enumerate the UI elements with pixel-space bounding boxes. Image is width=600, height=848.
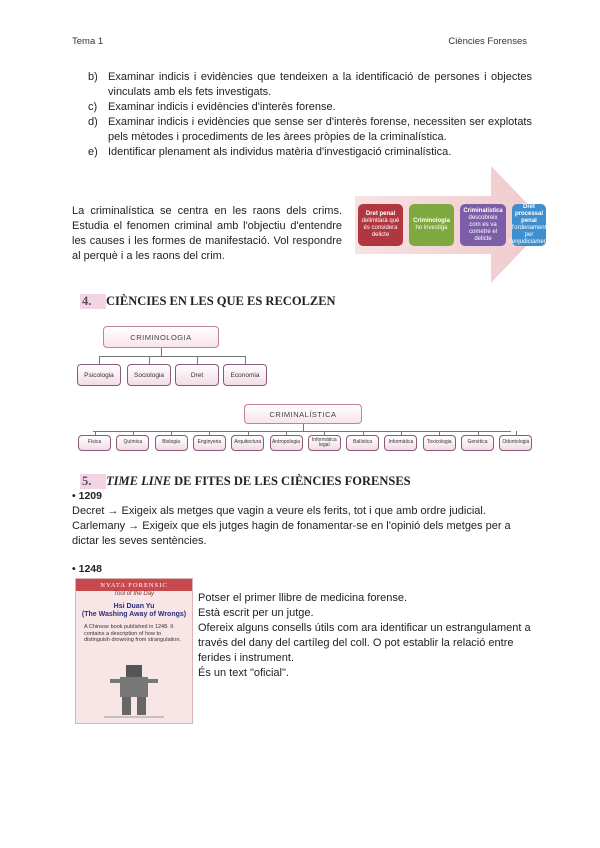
list-item [88, 115, 532, 145]
list-item [88, 145, 532, 160]
list-letter: c) [88, 101, 98, 113]
bullet: • [72, 563, 76, 575]
process-step-dret-processal [509, 204, 549, 246]
timeline-line: Està escrit per un jutge. [198, 607, 314, 619]
step-title: Dret processal penal [514, 204, 544, 224]
chart-child: Física [78, 435, 111, 451]
timeline-year [72, 490, 102, 502]
section-5-heading [80, 472, 411, 490]
list-text: Examinar indicis i evidències que sense ser d'interès forense, necessiten ser explotats pels mètodes i procediments de les àrees pròpies de la criminalística. [108, 116, 532, 143]
poster-subtitle: Tool of the Day [113, 591, 155, 597]
header-left: Tema 1 [72, 36, 104, 47]
section-number: 4. [80, 294, 106, 309]
chart-child: Química [116, 435, 149, 451]
timeline-line: Potser el primer llibre de medicina forense. [198, 592, 408, 604]
chart-root: CRIMINALÍSTICA [244, 404, 362, 424]
section-title-rest: DE FITES DE LES CIÈNCIES FORENSES [170, 474, 411, 488]
step-title: Dret penal [365, 211, 396, 217]
chart-child: Antropologia [270, 435, 303, 451]
connector [161, 348, 162, 356]
section-4-heading [80, 292, 336, 310]
chart-child: Toxicologia [423, 435, 456, 451]
poster-description: A Chinese book published in 1248. It contains a description of how to distinguish drowning from strangulation. [84, 624, 181, 643]
list-letter: d) [88, 116, 98, 128]
section-title-italic: TIME LINE [106, 474, 171, 488]
chart-child: Dret [175, 364, 219, 386]
section-number: 5. [80, 474, 106, 489]
intro-paragraph: La criminalística se centra en les raons dels crims. Estudia el fenomen criminal amb l'objectiu d'entendre les causes i les formes de manifestació. Vol respondre al perquè i a les raons del crim. [72, 205, 342, 262]
connector [197, 356, 198, 364]
step-title: Criminalística [463, 207, 503, 214]
list-item [88, 100, 532, 115]
chart-child: Economia [223, 364, 267, 386]
chart-child: Informàtica [384, 435, 417, 451]
timeline-line: Ofereix alguns consells útils com ara identificar un estrangulament a través del dany del cartíleg del coll. O pot establir la relació entre ferides i instrument. [198, 622, 531, 664]
chart-root: CRIMINOLOGIA [103, 326, 219, 348]
connector [99, 356, 100, 364]
timeline-entry-1209 [72, 504, 532, 549]
year-label: 1209 [78, 490, 102, 502]
criminalistica-chart [76, 402, 530, 454]
header-right: Ciències Forenses [448, 36, 527, 47]
chart-child: Genètica [461, 435, 494, 451]
timeline-line: És un text "oficial". [198, 667, 289, 679]
poster-book-subtitle: (The Washing Away of Wrongs) [81, 611, 187, 618]
connector [93, 431, 511, 432]
list-letter: b) [88, 71, 98, 83]
chart-child: Psicologia [77, 364, 121, 386]
chart-child: Informàtica legal [308, 435, 341, 451]
process-step-dret-penal [358, 204, 403, 246]
process-diagram [355, 166, 547, 283]
process-step-criminologia [409, 204, 454, 246]
process-step-criminalistica [460, 204, 506, 246]
chart-child: Arquitectura [231, 435, 264, 451]
section-title: CIÈNCIES EN LES QUE ES RECOLZEN [106, 294, 336, 308]
list-letter: e) [88, 146, 98, 158]
step-title: Criminologia [413, 218, 450, 224]
bullet: • [72, 490, 76, 502]
poster-book-title: Hsi Duan Yu [113, 603, 155, 610]
chart-child: Odontologia [499, 435, 532, 451]
chart-child: Balística [346, 435, 379, 451]
timeline-line: Decret → Exigeix als metges que vagin a veure els ferits, tot i que amb ordre judicial. [72, 505, 486, 517]
chart-child: Enginyeria [193, 435, 226, 451]
step-body: delimitarà què és considera delicte [361, 218, 400, 238]
chart-child: Sociologia [127, 364, 171, 386]
objectives-list [88, 70, 532, 160]
connector [303, 424, 304, 431]
step-body: ho investiga [415, 225, 448, 231]
timeline-entry-1248 [198, 591, 532, 681]
step-body: descobreix com es va cometre el delicte [468, 214, 498, 242]
connector [99, 356, 245, 357]
poster-band: NYATA FORENSIC [76, 579, 192, 591]
hsi-duan-yu-poster [75, 578, 193, 724]
connector [245, 356, 246, 364]
year-label: 1248 [78, 563, 102, 575]
connector [149, 356, 150, 364]
criminologia-chart [75, 322, 275, 392]
step-body: l'ordenament per l'enjudiciament [509, 225, 549, 245]
list-text: Identificar plenament als individus matèria d'investigació criminalística. [108, 146, 452, 158]
illustration-figure-icon [104, 663, 164, 719]
list-item [88, 70, 532, 100]
list-text: Examinar indicis i evidències d'interès forense. [108, 101, 336, 113]
list-text: Examinar indicis i evidències que tendeixen a la identificació de persones i objectes vinculats amb els fets investigats. [108, 71, 532, 98]
timeline-line: Carlemany → Exigeix que els jutges hagin de fonamentar-se en l'opinió dels metges per a dictar les seves sentències. [72, 520, 511, 547]
timeline-year [72, 563, 102, 575]
chart-child: Biologia [155, 435, 188, 451]
